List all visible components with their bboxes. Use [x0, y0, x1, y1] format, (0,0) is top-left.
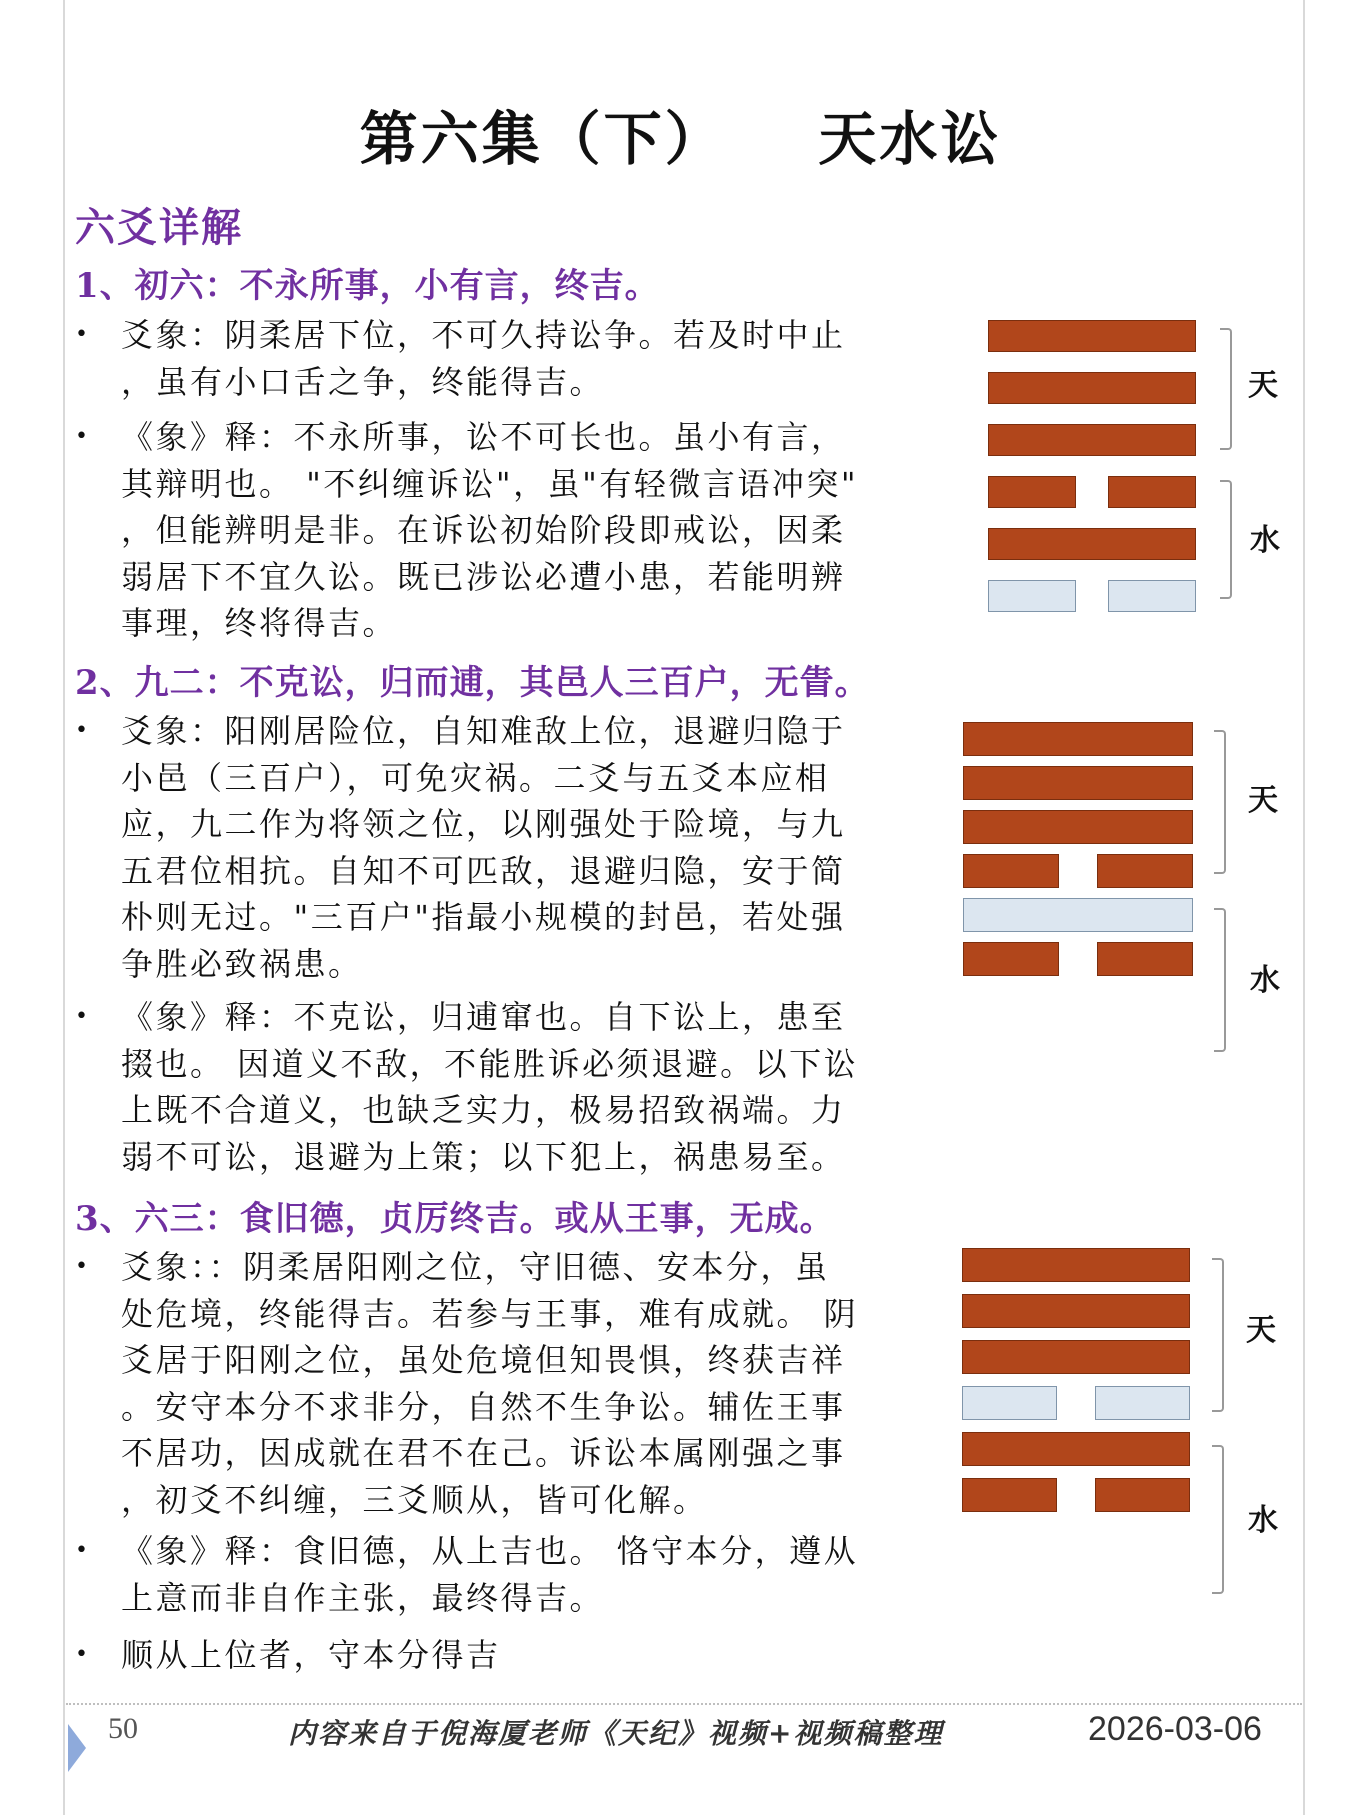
yin-line-segment — [988, 580, 1076, 612]
bullet-dot: • — [75, 322, 88, 347]
text-line: ，初爻不纠缠，三爻顺从，皆可化解。 — [121, 1480, 708, 1519]
yin-line-segment — [1095, 1386, 1190, 1420]
bullet-dot: • — [75, 1004, 88, 1029]
text-line: 不居功，因成就在君不在己。诉讼本属刚强之事 — [121, 1434, 846, 1472]
yang-line — [988, 424, 1196, 456]
bullet-dot: • — [75, 424, 88, 449]
text-line: ，虽有小口舌之争，终能得吉。 — [121, 362, 605, 401]
lower-trigram-bracket — [1212, 1445, 1224, 1594]
text-line: 其辩明也。 "不纠缠诉讼"，虽"有轻微言语冲突" — [121, 464, 859, 503]
text-line: ，但能辨明是非。在诉讼初始阶段即戒讼，因柔 — [121, 511, 846, 549]
right-margin-line — [1303, 0, 1305, 1815]
text-line: 《象》释：食旧德，从上吉也。 恪守本分，遵从 — [121, 1532, 859, 1570]
section-title: 六爻详解 — [75, 204, 243, 251]
yin-line-segment — [1108, 580, 1196, 612]
bullet-dot: • — [75, 1642, 88, 1667]
lower-trigram-bracket — [1214, 908, 1226, 1052]
yin-line-segment — [1108, 476, 1196, 508]
text-line: 爻象：阳刚居险位，自知难敌上位，退避归隐于 — [121, 712, 846, 750]
yang-line — [963, 898, 1193, 932]
upper-trigram-label: 天 — [1246, 1313, 1276, 1348]
yin-line-segment — [962, 1386, 1057, 1420]
lower-trigram-label: 水 — [1250, 523, 1280, 558]
upper-trigram-label: 天 — [1248, 783, 1278, 818]
text-line: 。安守本分不求非分，自然不生争讼。辅佐王事 — [121, 1387, 846, 1426]
text-line: 顺从上位者，守本分得吉 — [121, 1636, 501, 1674]
upper-trigram-bracket — [1220, 328, 1232, 450]
text-line: 事理，终将得吉。 — [121, 604, 398, 642]
yin-line-segment — [1095, 1478, 1190, 1512]
page-title: 第六集（下） 天水讼 — [359, 105, 1002, 173]
yin-line-segment — [1097, 942, 1193, 976]
text-line: 上意而非自作主张，最终得吉。 — [121, 1578, 605, 1617]
yang-line — [962, 1432, 1190, 1466]
yang-line — [963, 810, 1193, 844]
line-1-heading: 1、初六：不永所事，小有言，终吉。 — [75, 266, 660, 306]
yang-line — [962, 1294, 1190, 1328]
yang-line — [963, 722, 1193, 756]
footer-date: 2026-03-06 — [1088, 1710, 1262, 1748]
play-arrow-icon — [68, 1724, 86, 1772]
yin-line-segment — [963, 942, 1059, 976]
footer-divider — [66, 1703, 1302, 1705]
text-line: 弱不可讼，退避为上策；以下犯上，祸患易至。 — [121, 1137, 846, 1176]
upper-trigram-label: 天 — [1248, 368, 1278, 403]
text-line: 五君位相抗。自知不可匹敌，退避归隐，安于简 — [121, 851, 846, 890]
yang-line — [988, 372, 1196, 404]
left-margin-line — [63, 0, 65, 1815]
yin-line-segment — [1097, 854, 1193, 888]
bullet-dot: • — [75, 718, 88, 743]
text-line: 《象》释：不克讼，归逋窜也。自下讼上，患至 — [121, 998, 846, 1036]
yang-line — [963, 766, 1193, 800]
text-line: 处危境，终能得吉。若参与王事，难有成就。 阴 — [121, 1294, 859, 1333]
yang-line — [988, 320, 1196, 352]
text-line: 应，九二作为将领之位，以刚强处于险境，与九 — [121, 805, 846, 843]
yin-line-segment — [962, 1478, 1057, 1512]
text-line: 爻象：阴柔居下位，不可久持讼争。若及时中止 — [121, 316, 846, 354]
text-line: 《象》释：不永所事，讼不可长也。虽小有言， — [121, 418, 846, 456]
text-line: 掇也。 因道义不敌，不能胜诉必须退避。以下讼 — [121, 1044, 859, 1083]
yang-line — [962, 1248, 1190, 1282]
lower-trigram-label: 水 — [1248, 1503, 1278, 1538]
text-line: 弱居下不宜久讼。既已涉讼必遭小患，若能明辨 — [121, 557, 846, 596]
text-line: 爻居于阳刚之位，虽处危境但知畏惧，终获吉祥 — [121, 1341, 846, 1379]
yin-line-segment — [988, 476, 1076, 508]
lower-trigram-label: 水 — [1250, 963, 1280, 998]
yin-line-segment — [963, 854, 1059, 888]
line-3-heading: 3、六三：食旧德，贞厉终吉。或从王事，无成。 — [75, 1199, 835, 1239]
bullet-dot: • — [75, 1254, 88, 1279]
yang-line — [962, 1340, 1190, 1374]
footer-credit: 内容来自于倪海厦老师《天纪》视频+视频稿整理 — [288, 1717, 944, 1750]
text-line: 爻象：：阴柔居阳刚之位，守旧德、安本分，虽 — [121, 1248, 830, 1286]
text-line: 争胜必致祸患。 — [121, 944, 363, 983]
line-2-heading: 2、九二：不克讼，归而逋，其邑人三百户，无眚。 — [75, 663, 870, 703]
bullet-dot: • — [75, 1538, 88, 1563]
lower-trigram-bracket — [1220, 480, 1232, 599]
text-line: 小邑（三百户），可免灾祸。二爻与五爻本应相 — [121, 758, 830, 797]
upper-trigram-bracket — [1212, 1258, 1224, 1412]
text-line: 朴则无过。"三百户"指最小规模的封邑，若处强 — [121, 898, 846, 936]
upper-trigram-bracket — [1214, 730, 1226, 874]
page-number: 50 — [108, 1712, 138, 1745]
text-line: 上既不合道义，也缺乏实力，极易招致祸端。力 — [121, 1091, 846, 1129]
yang-line — [988, 528, 1196, 560]
